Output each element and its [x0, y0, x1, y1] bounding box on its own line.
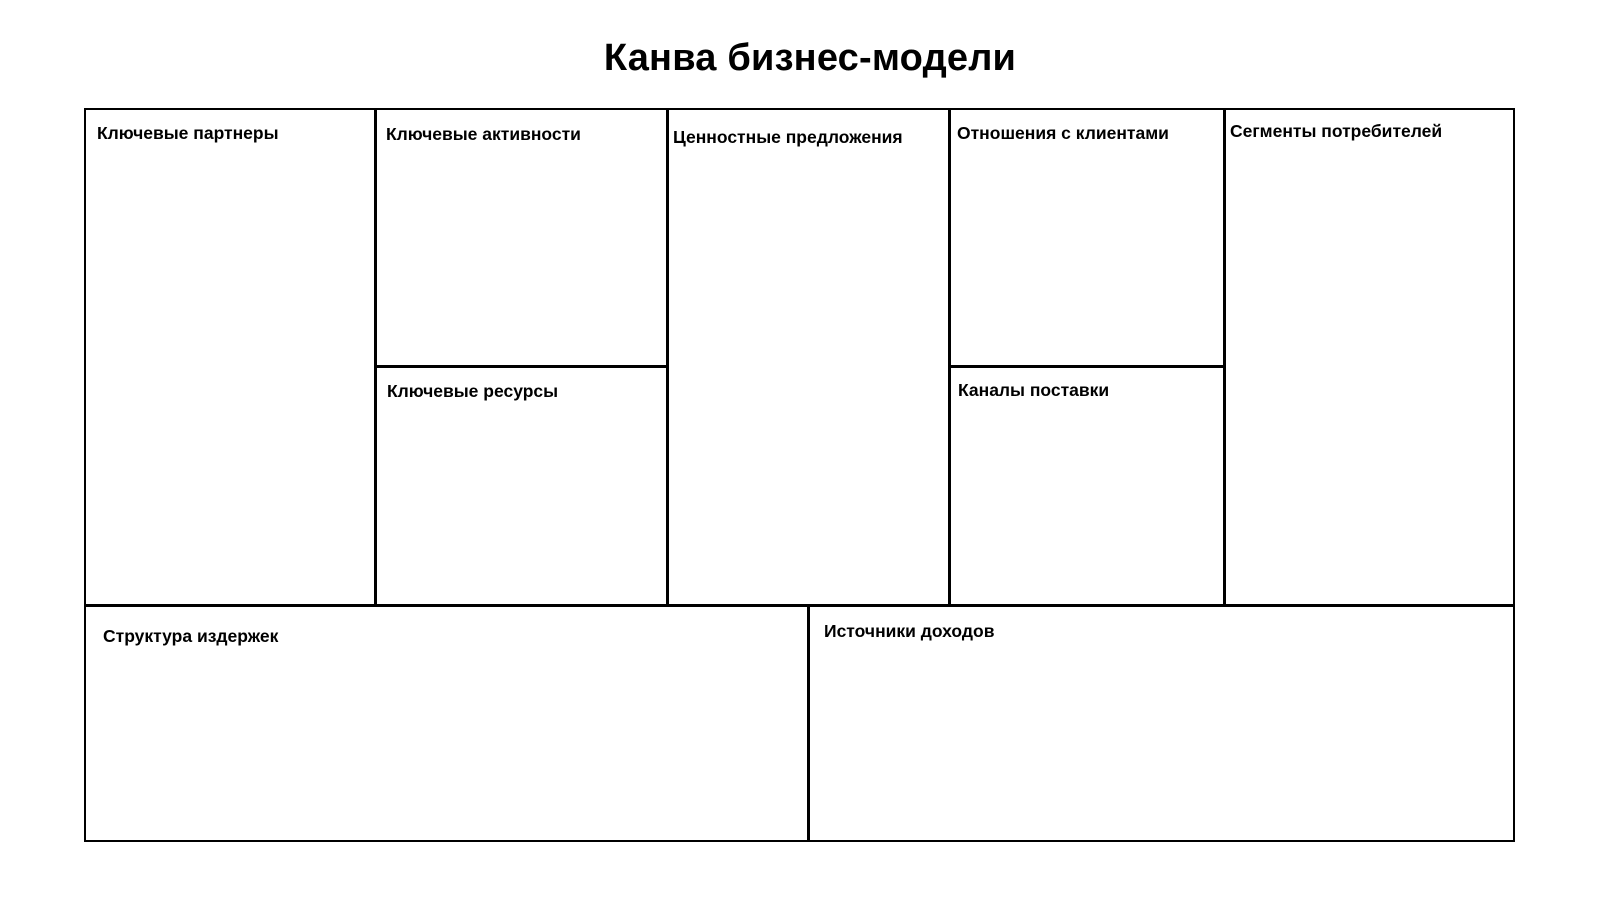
label-value-propositions: Ценностные предложения [673, 127, 903, 147]
divider-relationships-channels [948, 365, 1226, 368]
label-key-resources: Ключевые ресурсы [387, 381, 559, 401]
label-key-partners: Ключевые партнеры [97, 123, 279, 143]
divider-value-relationships [948, 110, 951, 605]
divider-cost-revenue [807, 604, 810, 840]
label-customer-relationships: Отношения с клиентами [957, 123, 1169, 143]
divider-activities-resources [374, 365, 668, 368]
label-key-activities: Ключевые активности [386, 124, 581, 144]
divider-relationships-segments [1223, 110, 1226, 605]
label-cost-structure: Структура издержек [103, 626, 279, 646]
label-channels: Каналы поставки [958, 380, 1110, 400]
label-revenue-streams: Источники доходов [824, 621, 995, 641]
divider-activities-value [666, 110, 669, 605]
divider-partners-activities [374, 110, 377, 605]
divider-top-bottom [86, 604, 1514, 607]
page-title: Канва бизнес-модели [603, 37, 1017, 79]
label-customer-segments: Сегменты потребителей [1230, 121, 1443, 141]
business-model-canvas [84, 108, 1515, 842]
